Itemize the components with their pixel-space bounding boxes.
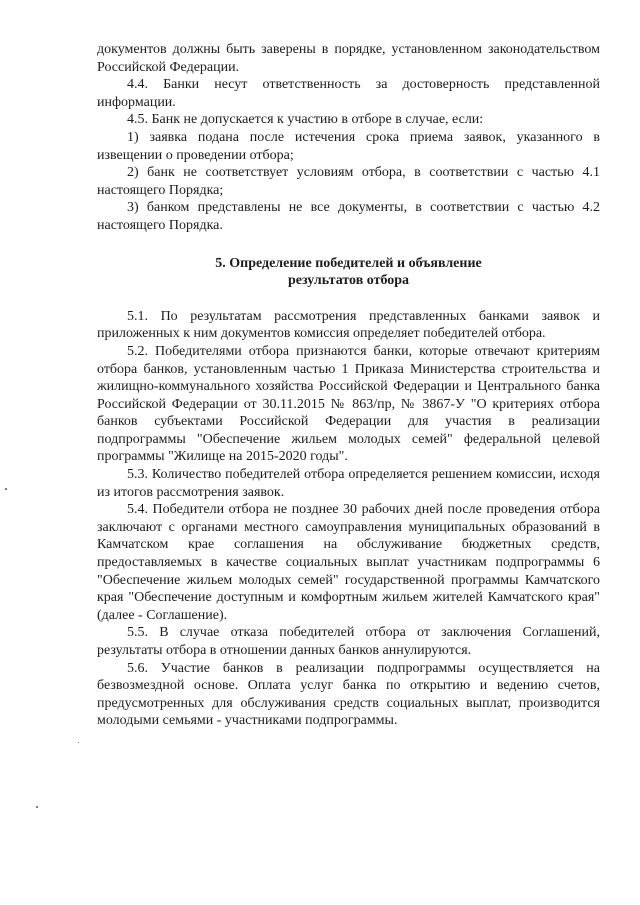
- paragraph-5-1: 5.1. По результатам рассмотрения представленных банками заявок и приложенных к ним документов комиссия определяет победителей отбора.: [97, 308, 600, 342]
- section-title-line-1: 5. Определение победителей и объявление: [215, 255, 482, 271]
- paragraph-5-3: 5.3. Количество победителей отбора определяется решением комиссии, исходя из итогов рассмотрения заявок.: [97, 467, 600, 500]
- paragraph-5-5: 5.5. В случае отказа победителей отбора от заключения Соглашений, результаты отбора в отношении данных банков аннулируются.: [97, 625, 600, 658]
- scan-speck: [5, 488, 7, 490]
- paragraph-5-6: 5.6. Участие банков в реализации подпрограммы осуществляется на безвозмездной основе. Оплата услуг банка по открытию и ведению счетов, предусмотренных для обслуживания средств социальных выплат, производится молодыми семьями - участниками подпрограммы.: [97, 660, 600, 729]
- paragraph-continuation: документов должны быть заверены в порядке, установленном законодательством Российской Федерации.: [97, 42, 600, 75]
- scan-speck: [36, 806, 38, 808]
- scan-speck: [78, 742, 79, 743]
- paragraph-5-2: 5.2. Победителями отбора признаются банки, которые отвечают критериям отбора банков, установленным частью 1 Приказа Министерства строительства и жилищно-коммунального хозяйства Российской Федерации и Центрального банка Российской Федерации от 30.11.2015 № 863/пр, № 3867-У "О критериях отбора банков субъектами Российской Федерации для участия в реализации подпрограммы "Обеспечение жильем молодых семей" федеральной целевой программы "Жилище на 2015-2020 годы".: [97, 343, 600, 465]
- list-item-4-5-2: 2) банк не соответствует условиям отбора, в соответствии с частью 4.1 настоящего Порядка;: [97, 165, 600, 198]
- paragraph-4-4: 4.4. Банки несут ответственность за достоверность представленной информации.: [97, 77, 600, 110]
- list-item-4-5-3: 3) банком представлены не все документы, в соответствии с частью 4.2 настоящего Порядка.: [97, 200, 600, 233]
- section-title-line-2: результатов отбора: [287, 273, 410, 289]
- paragraph-5-4: 5.4. Победители отбора не позднее 30 рабочих дней после проведения отбора заключают с органами местного самоуправления муниципальных образований в Камчатском крае соглашения на обслуживание бюджетных средств, предоставляемых в качестве социальных выплат участникам подпрограммы 6 "Обеспечение жильем молодых семей" государственной программы Камчатского края "Обеспечение доступным и комфортным жильем жителей Камчатского края" (далее - Соглашение).: [97, 502, 600, 623]
- paragraph-4-5: 4.5. Банк не допускается к участию в отборе в случае, если:: [127, 112, 484, 128]
- list-item-4-5-1: 1) заявка подана после истечения срока приема заявок, указанного в извещении о проведении отбора;: [97, 129, 600, 163]
- document-body: [97, 41, 600, 730]
- section-title: [97, 255, 600, 290]
